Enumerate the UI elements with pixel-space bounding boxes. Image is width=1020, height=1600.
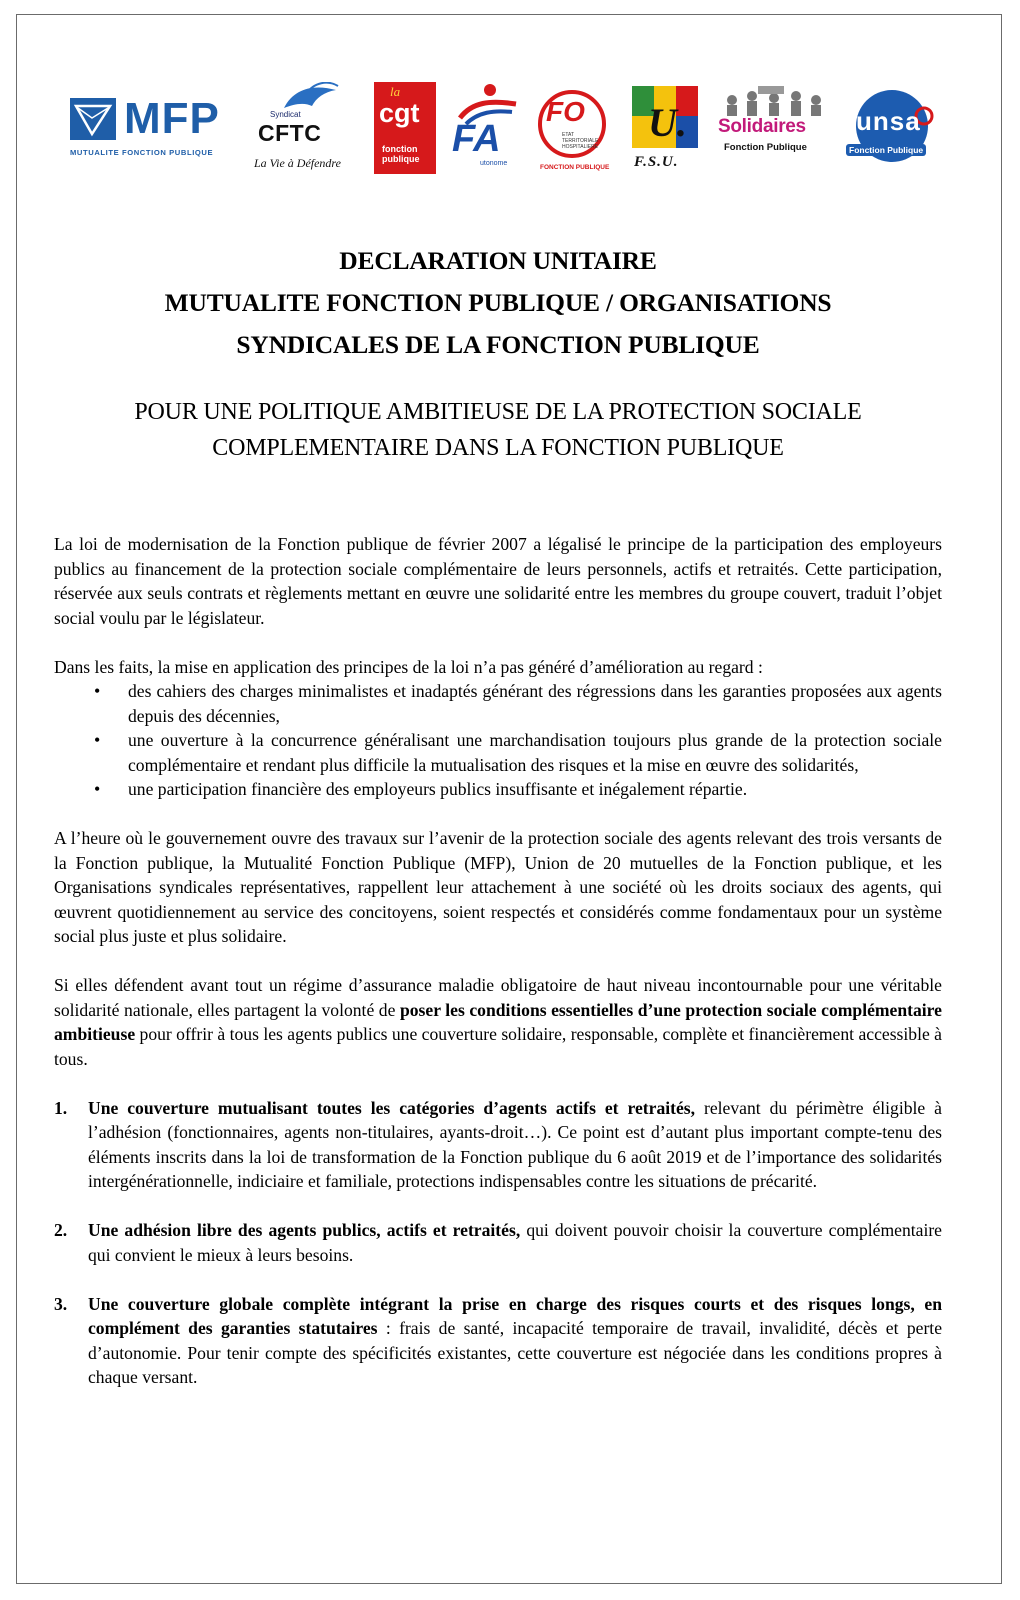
mfp-subtitle: MUTUALITE FONCTION PUBLIQUE [70, 148, 214, 157]
unsa-logo [846, 86, 946, 170]
declaration-subtitle [54, 394, 942, 466]
solidaires-logo [718, 86, 830, 172]
cftc-name: CFTC [258, 120, 322, 146]
unsa-subtitle: Fonction Publique [846, 144, 926, 156]
title-line-1: DECLARATION UNITAIRE [339, 246, 657, 275]
declaration-body [54, 532, 942, 1414]
mfp-name: MFP [124, 94, 220, 143]
demand-item [54, 1218, 942, 1267]
title-line-2: MUTUALITE FONCTION PUBLIQUE / ORGANISATIONS [164, 288, 832, 317]
paragraph-4-start: Si elles défendent avant tout un régime d’assurance maladie obligatoire de haut niveau incontournable pour une véritable solidarité nationale, elles partagent la volonté de [54, 975, 942, 1020]
subtitle-line-2: COMPLEMENTAIRE DANS LA FONCTION PUBLIQUE [212, 435, 784, 461]
unsa-name: unsa [856, 106, 921, 136]
fo-name: FO [546, 96, 585, 127]
demand-text: relevant du périmètre éligible à l’adhésion (fonctionnaires, agents non-titulaires, ayants-droit…). Ce point est d’autant plus important compte-tenu des éléments inscrits dans la loi de transformation de la Fonction publique du 6 août 2019 et de l’importance des solidarités intergénérationnelle, indiciaire et familiale, protections indispensables contre les situations de précarité. [88, 1097, 942, 1191]
subtitle-line-1: POUR UNE POLITIQUE AMBITIEUSE DE LA PROTECTION SOCIALE [134, 399, 862, 425]
mfp-mark-icon [70, 98, 116, 140]
paragraph-1: La loi de modernisation de la Fonction publique de février 2007 a légalisé le principe de la participation des employeurs publics au financement de la protection sociale complémentaire de leurs personnels, actifs et retraités. Cette participation, réservée aux seuls contrats et règlements mettant en œuvre une solidarité entre les membres du groupe couvert, traduit l’objet social voulu par le législateur. [54, 534, 942, 628]
fsu-mark: U. [648, 100, 687, 145]
cgt-logo [374, 82, 436, 174]
list-item: • des cahiers des charges minimalistes et inadaptés générant des régressions dans les garanties proposées aux agents depuis des décennies, [54, 679, 942, 728]
demand-text: qui doivent pouvoir choisir la couverture complémentaire qui convient le mieux à leurs besoins. [88, 1220, 942, 1265]
demand-heading: Une couverture globale complète intégrant la prise en charge des risques courts et des risques longs, en complément des garanties statutaires [88, 1293, 942, 1338]
list-item: • une ouverture à la concurrence généralisant une marchandisation toujours plus grande de la protection sociale complémentaire et rendant plus difficile la mutualisation des risques et la mise en œuvre des solidarités, [54, 728, 942, 777]
paragraph-4 [54, 973, 942, 1071]
paragraph-4-end: pour offrir à tous les agents publics une couverture solidaire, responsable, complète et financièrement accessible à tous. [54, 1024, 942, 1069]
mfp-logo [70, 96, 246, 158]
demand-heading: Une couverture mutualisant toutes les catégories d’agents actifs et retraités, [88, 1097, 696, 1118]
demand-text: : frais de santé, incapacité temporaire de travail, invalidité, décès et perte d’autonomie. Pour tenir compte des spécificités existantes, cette couverture est négociée dans les conditions propres à chaque versant. [88, 1318, 942, 1387]
solidaires-subtitle: Fonction Publique [724, 142, 807, 153]
list-item: • une participation financière des employeurs publics insuffisante et inégalement répartie. [54, 777, 942, 802]
cftc-tagline: La Vie à Défendre [254, 156, 341, 170]
fa-subtitle: utonome [480, 160, 508, 167]
fa-logo [450, 82, 522, 174]
fa-name: FA [452, 118, 501, 160]
title-line-3: SYNDICALES DE LA FONCTION PUBLIQUE [236, 330, 760, 359]
cftc-logo [254, 82, 362, 178]
demand-heading: Une adhésion libre des agents publics, actifs et retraités, [88, 1220, 521, 1240]
cftc-syndicat: Syndicat [270, 110, 301, 119]
solidaires-name: Solidaires [718, 116, 806, 137]
grievance-list [54, 679, 942, 802]
demand-item [54, 1292, 942, 1390]
fsu-mark-icon [630, 84, 700, 152]
cgt-subtitle: fonction publique [382, 144, 420, 164]
fo-logo [536, 88, 608, 174]
fsu-logo [630, 84, 700, 174]
logo-bar [70, 82, 970, 182]
fo-subtitle: FONCTION PUBLIQUE [540, 164, 610, 171]
demand-number: 1. [54, 1097, 68, 1118]
cgt-name: cgt [379, 98, 420, 128]
demand-number: 2. [54, 1220, 68, 1240]
cgt-la: la [390, 84, 401, 99]
paragraph-2-intro: Dans les faits, la mise en application des principes de la loi n’a pas généré d’amélioration au regard : [54, 656, 763, 677]
fsu-name: F.S.U. [634, 154, 679, 170]
demand-number: 3. [54, 1293, 68, 1314]
paragraph-3: A l’heure où le gouvernement ouvre des travaux sur l’avenir de la protection sociale des agents relevant des trois versants de la Fonction publique, la Mutualité Fonction Publique (MFP), Union de 20 mutuelles de la Fonction publique, et les Organisations syndicales représentatives, rappellent leur attachement à une société où les droits sociaux des agents, qui œuvrent quotidiennement au service des concitoyens, soient respectés et considérés comme fondamentaux pour un système social plus juste et plus solidaire. [54, 828, 942, 946]
demand-item [54, 1096, 942, 1194]
fo-versants: ETAT TERRITORIALE HOSPITALIERE [562, 132, 599, 150]
crowd-icon [718, 86, 830, 116]
declaration-title [54, 240, 942, 366]
demands-list [54, 1096, 942, 1390]
paragraph-4-emphasis: poser les conditions essentielles d’une protection sociale complémentaire ambitieuse [54, 999, 942, 1044]
